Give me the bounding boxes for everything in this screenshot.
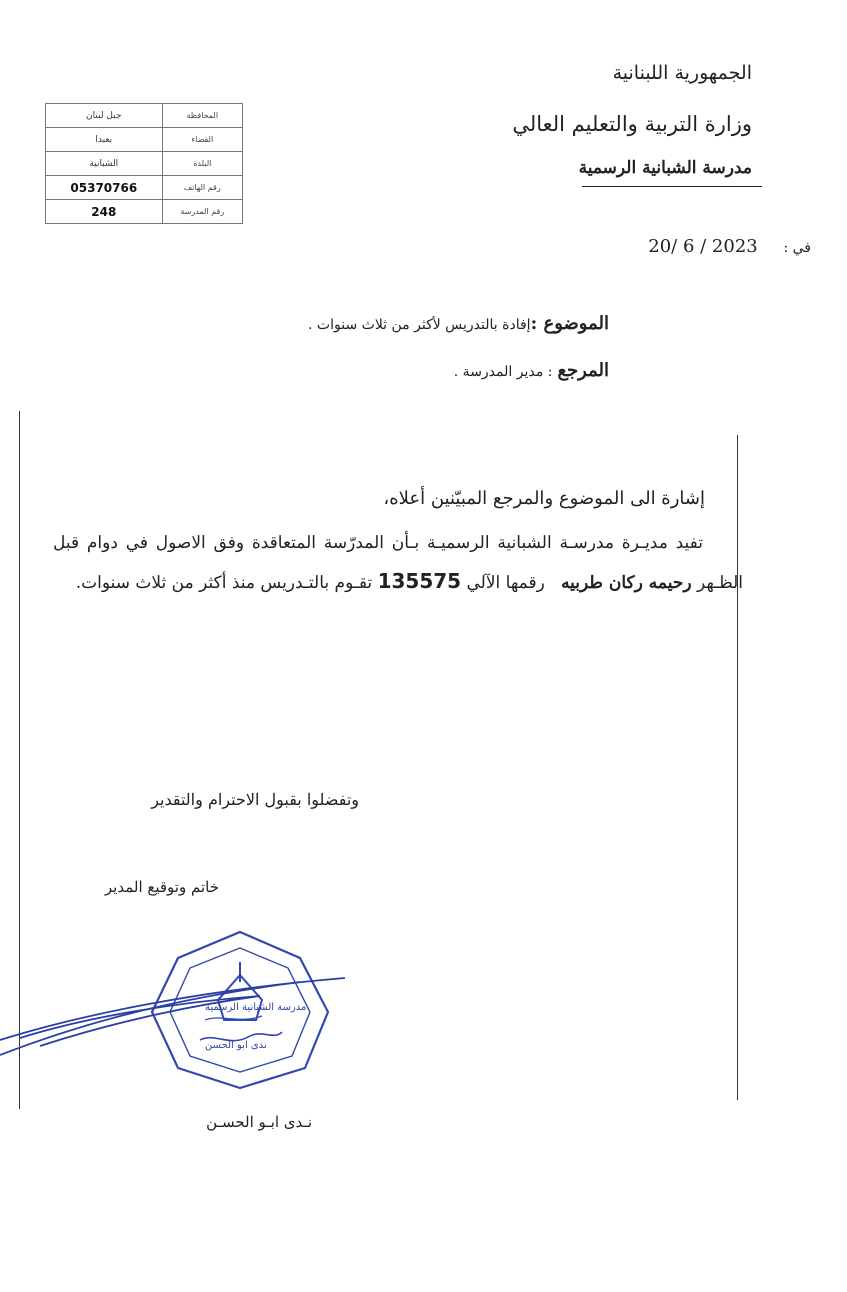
subject-line — [308, 313, 609, 334]
table-row — [46, 200, 243, 224]
info-label: البلدة — [162, 152, 242, 176]
reference-label: المرجع — [557, 360, 609, 381]
reference-value: : مدير المدرسة . — [453, 364, 553, 380]
info-label: رقم الهاتف — [162, 176, 242, 200]
letterhead-ministry: وزارة التربية والتعليم العالي — [512, 112, 752, 136]
info-value: 248 — [46, 200, 163, 224]
letterhead-republic: الجمهورية اللبنانية — [612, 62, 752, 84]
letterhead-school: مدرسة الشبانية الرسمية — [578, 158, 752, 178]
date-line — [648, 236, 811, 257]
table-row — [46, 176, 243, 200]
director-name: نـدى ابـو الحسـن — [206, 1113, 312, 1131]
stamp-name: ندى ابو الحسن — [205, 1040, 267, 1051]
table-row — [46, 104, 243, 128]
info-label: القضاء — [162, 128, 242, 152]
body-paragraph — [53, 524, 743, 602]
info-label: رقم المدرسة — [162, 200, 242, 224]
teacher-number: 135575 — [377, 569, 462, 593]
closing-line: وتفضلوا بقبول الاحترام والتقدير — [151, 790, 359, 809]
school-info-table — [45, 103, 243, 224]
subject-label: الموضوع : — [530, 313, 609, 334]
teacher-name: رحيمه ركان طربيه — [561, 573, 692, 593]
info-value: جبل لبنان — [46, 104, 163, 128]
table-row — [46, 128, 243, 152]
salutation: إشارة الى الموضوع والمرجع المبيّنين أعلاه، — [383, 488, 705, 509]
signature-title: خاتم وتوقيع المدير — [104, 878, 219, 896]
table-row — [46, 152, 243, 176]
reference-line — [454, 360, 609, 381]
body-text-part3: تقـوم بالتـدريس منذ أكثر من ثلاث سنوات. — [75, 573, 373, 593]
subject-value: إفادة بالتدريس لأكثر من ثلاث سنوات . — [308, 317, 531, 333]
stamp-text: مدرسة الشبانية الرسمية — [205, 1002, 307, 1013]
info-value: الشبانية — [46, 152, 163, 176]
date-prefix: في : — [783, 240, 811, 256]
letterhead-underline — [582, 186, 762, 187]
body-text-part2: رقمها الآلي — [466, 573, 545, 593]
body-text-part1: تفيد مديـرة مدرسـة الشبانية الرسميـة بـأن المدرّسة المتعاقدة وفق الاصول في دوام قبل الظـهر — [53, 533, 743, 593]
info-value: بعبدا — [46, 128, 163, 152]
info-label: المحافظة — [162, 104, 242, 128]
info-value: 05370766 — [46, 176, 163, 200]
date-value: 2023 / 6 /20 — [648, 236, 758, 257]
